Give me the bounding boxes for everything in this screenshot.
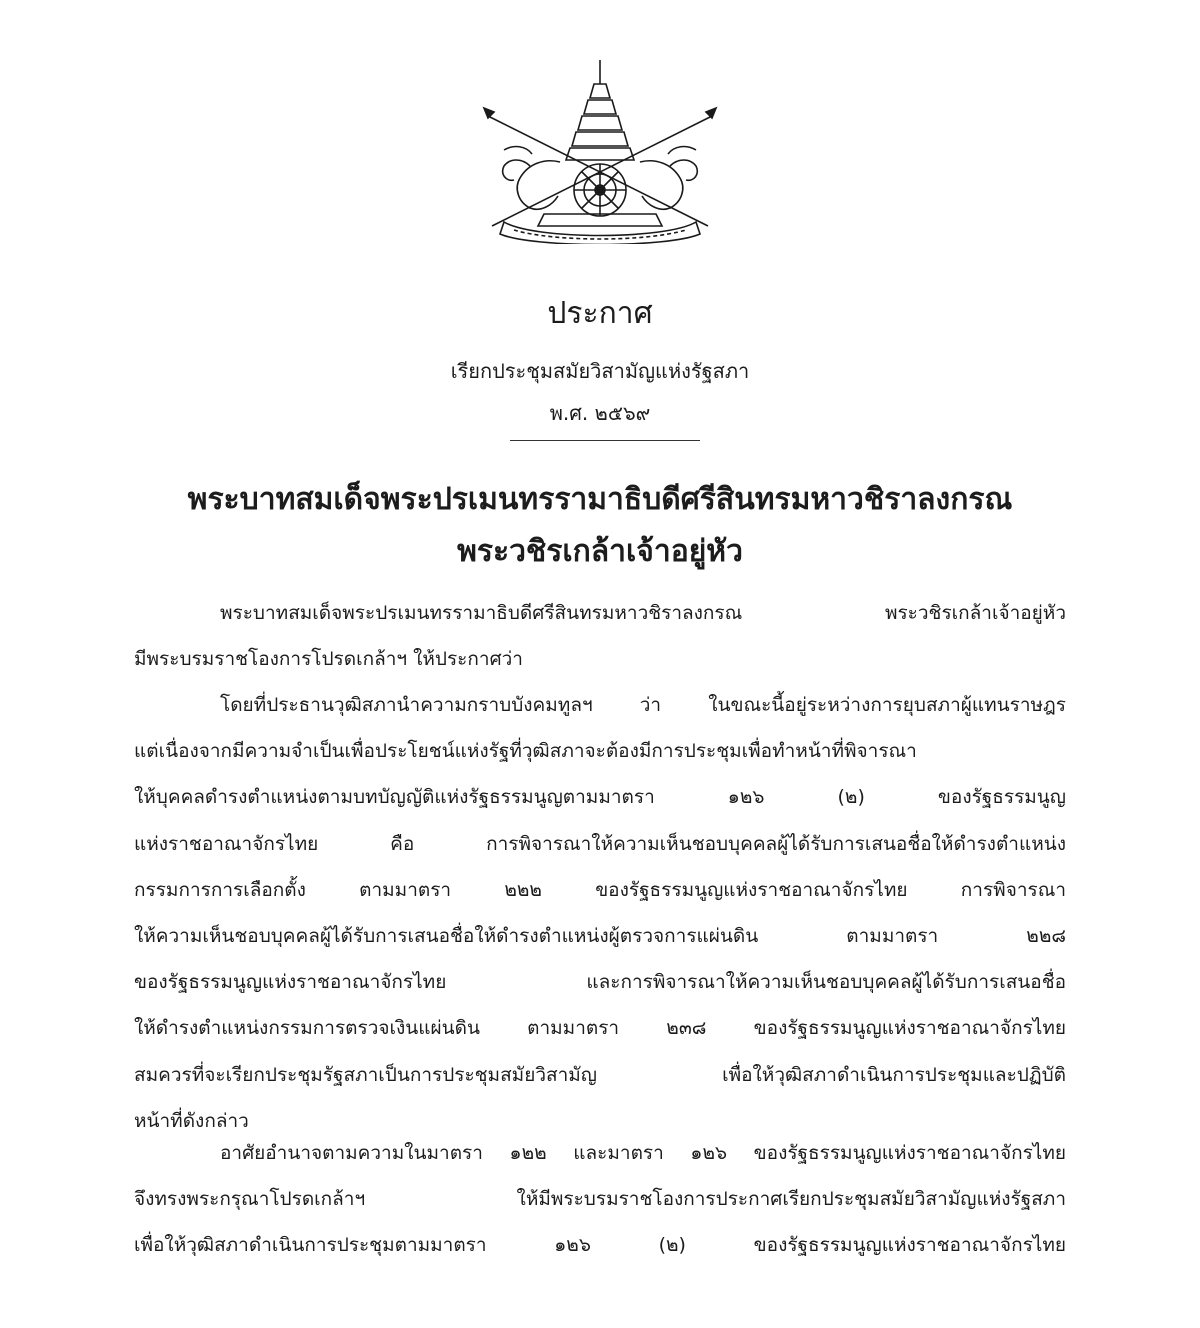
paragraph-2: [134, 682, 1066, 1144]
king-name-line-1: พระบาทสมเด็จพระปรเมนทรรามาธิบดีศรีสินทรมหาวชิราลงกรณ: [187, 482, 1013, 517]
text-line: กรรมการการเลือกตั้ง ตามมาตรา ๒๒๒ ของรัฐธรรมนูญแห่งราชอาณาจักรไทย การพิจารณา: [134, 878, 1066, 901]
text-line: ให้ความเห็นชอบบุคคลผู้ได้รับการเสนอชื่อให้ดำรงตำแหน่งผู้ตรวจการแผ่นดิน ตามมาตรา ๒๒๘: [134, 924, 1066, 947]
paragraph-3: [134, 1130, 1066, 1269]
title-divider: [510, 440, 700, 441]
text-line: อาศัยอำนาจตามความในมาตรา ๑๒๒ และมาตรา ๑๒๖ ของรัฐธรรมนูญแห่งราชอาณาจักรไทย: [220, 1142, 1066, 1164]
text-line: เพื่อให้วุฒิสภาดำเนินการประชุมตามมาตรา ๑๒๖ (๒) ของรัฐธรรมนูญแห่งราชอาณาจักรไทย: [134, 1234, 1066, 1257]
text-line: มีพระบรมราชโองการโปรดเกล้าฯ ให้ประกาศว่า: [134, 648, 523, 671]
text-line: โดยที่ประธานวุฒิสภานำความกราบบังคมทูลฯ ว่า ในขณะนี้อยู่ระหว่างการยุบสภาผู้แทนราษฎร: [220, 694, 1066, 716]
text-line: สมควรที่จะเรียกประชุมรัฐสภาเป็นการประชุมสมัยวิสามัญ เพื่อให้วุฒิสภาดำเนินการประชุมและปฏิบัติ: [134, 1063, 1066, 1086]
document-title: ประกาศ: [547, 296, 653, 331]
paragraph-1: [134, 590, 1066, 682]
text-line: จึงทรงพระกรุณาโปรดเกล้าฯ ให้มีพระบรมราชโองการประกาศเรียกประชุมสมัยวิสามัญแห่งรัฐสภา: [134, 1188, 1066, 1211]
text-line: แห่งราชอาณาจักรไทย คือ การพิจารณาให้ความเห็นชอบบุคคลผู้ได้รับการเสนอชื่อให้ดำรงตำแหน่ง: [134, 832, 1066, 855]
text-line: แต่เนื่องจากมีความจำเป็นเพื่อประโยชน์แห่งรัฐที่วุฒิสภาจะต้องมีการประชุมเพื่อทำหน้าที่พิจารณา: [134, 740, 917, 763]
king-name-line-2: พระวชิรเกล้าเจ้าอยู่หัว: [457, 534, 743, 569]
royal-emblem-icon: [474, 54, 726, 244]
text-line: พระบาทสมเด็จพระปรเมนทรรามาธิบดีศรีสินทรมหาวชิราลงกรณ พระวชิรเกล้าเจ้าอยู่หัว: [220, 602, 1066, 624]
text-line: ของรัฐธรรมนูญแห่งราชอาณาจักรไทย และการพิจารณาให้ความเห็นชอบบุคคลผู้ได้รับการเสนอชื่อ: [134, 971, 1066, 994]
document-subtitle: เรียกประชุมสมัยวิสามัญแห่งรัฐสภา: [450, 359, 750, 383]
text-line: ให้บุคคลดำรงตำแหน่งตามบทบัญญัติแห่งรัฐธรรมนูญตามมาตรา ๑๒๖ (๒) ของรัฐธรรมนูญ: [134, 786, 1066, 809]
document-year: พ.ศ. ๒๕๖๙: [549, 401, 651, 425]
text-line: ให้ดำรงตำแหน่งกรรมการตรวจเงินแผ่นดิน ตามมาตรา ๒๓๘ ของรัฐธรรมนูญแห่งราชอาณาจักรไทย: [134, 1017, 1066, 1040]
text-line: หน้าที่ดังกล่าว: [134, 1109, 249, 1132]
